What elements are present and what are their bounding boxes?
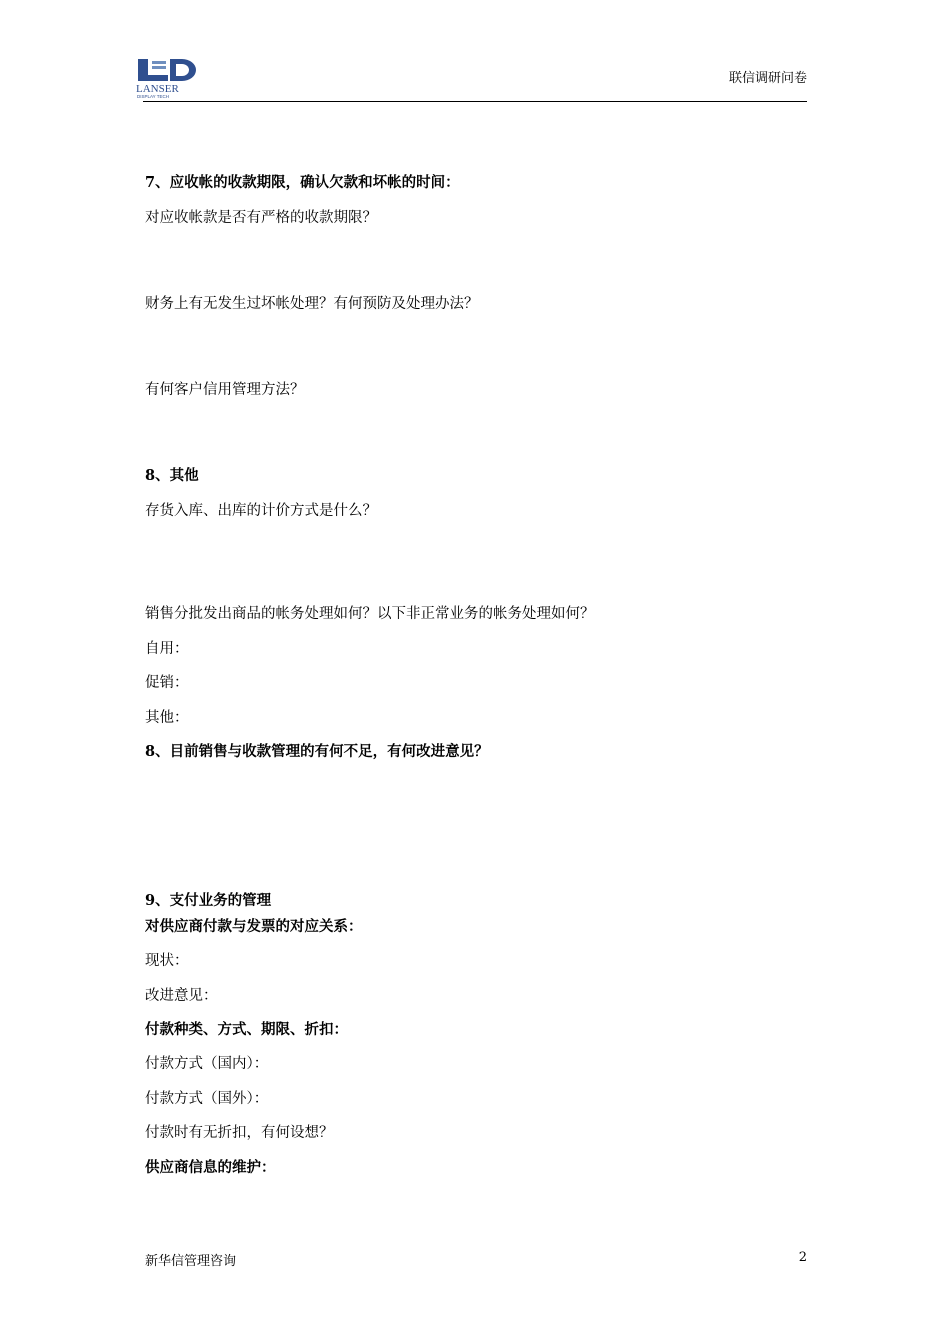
q9-subheading-3: 供应商信息的维护： <box>145 1159 276 1176</box>
footer-company: 新华信管理咨询 <box>145 1254 237 1269</box>
q8-question-2: 销售分批发出商品的帐务处理如何？以下非正常业务的帐务处理如何？ <box>145 606 595 622</box>
q9-subheading-2: 付款种类、方式、期限、折扣： <box>145 1021 348 1038</box>
q8-other: 其他： <box>145 710 189 726</box>
q9-domestic: 付款方式（国内）： <box>145 1056 269 1072</box>
q7-question-2: 财务上有无发生过坏帐处理？有何预防及处理办法？ <box>145 296 479 312</box>
lanser-logo-icon <box>134 55 202 99</box>
section-9-heading: 9、支付业务的管理 <box>145 892 272 909</box>
page-number: 2 <box>798 1250 807 1265</box>
q9-status: 现状： <box>145 953 189 969</box>
q7-question-3: 有何客户信用管理方法？ <box>145 382 305 398</box>
q8-promotion: 促销： <box>145 675 189 691</box>
logo-text: LANSER <box>136 83 179 95</box>
q9-foreign: 付款方式（国外）： <box>145 1091 269 1107</box>
q9-suggestion: 改进意见： <box>145 988 218 1004</box>
section-7-heading: 7、应收帐的收款期限，确认欠款和坏帐的时间： <box>145 174 460 191</box>
section-8-heading: 8、其他 <box>145 467 199 484</box>
q8-self-use: 自用： <box>145 641 189 657</box>
header-title: 联信调研问卷 <box>728 71 807 86</box>
logo-subtext: DISPLAY TECH <box>137 94 170 99</box>
header-divider <box>143 101 807 102</box>
q9-discount: 付款时有无折扣，有何设想？ <box>145 1125 334 1141</box>
company-logo <box>134 55 202 99</box>
section-8b-heading: 8、目前销售与收款管理的有何不足，有何改进意见？ <box>145 743 489 760</box>
q8-question-1: 存货入库、出库的计价方式是什么？ <box>145 503 377 519</box>
q9-subheading-1: 对供应商付款与发票的对应关系： <box>145 918 363 935</box>
q7-question-1: 对应收帐款是否有严格的收款期限？ <box>145 210 377 226</box>
